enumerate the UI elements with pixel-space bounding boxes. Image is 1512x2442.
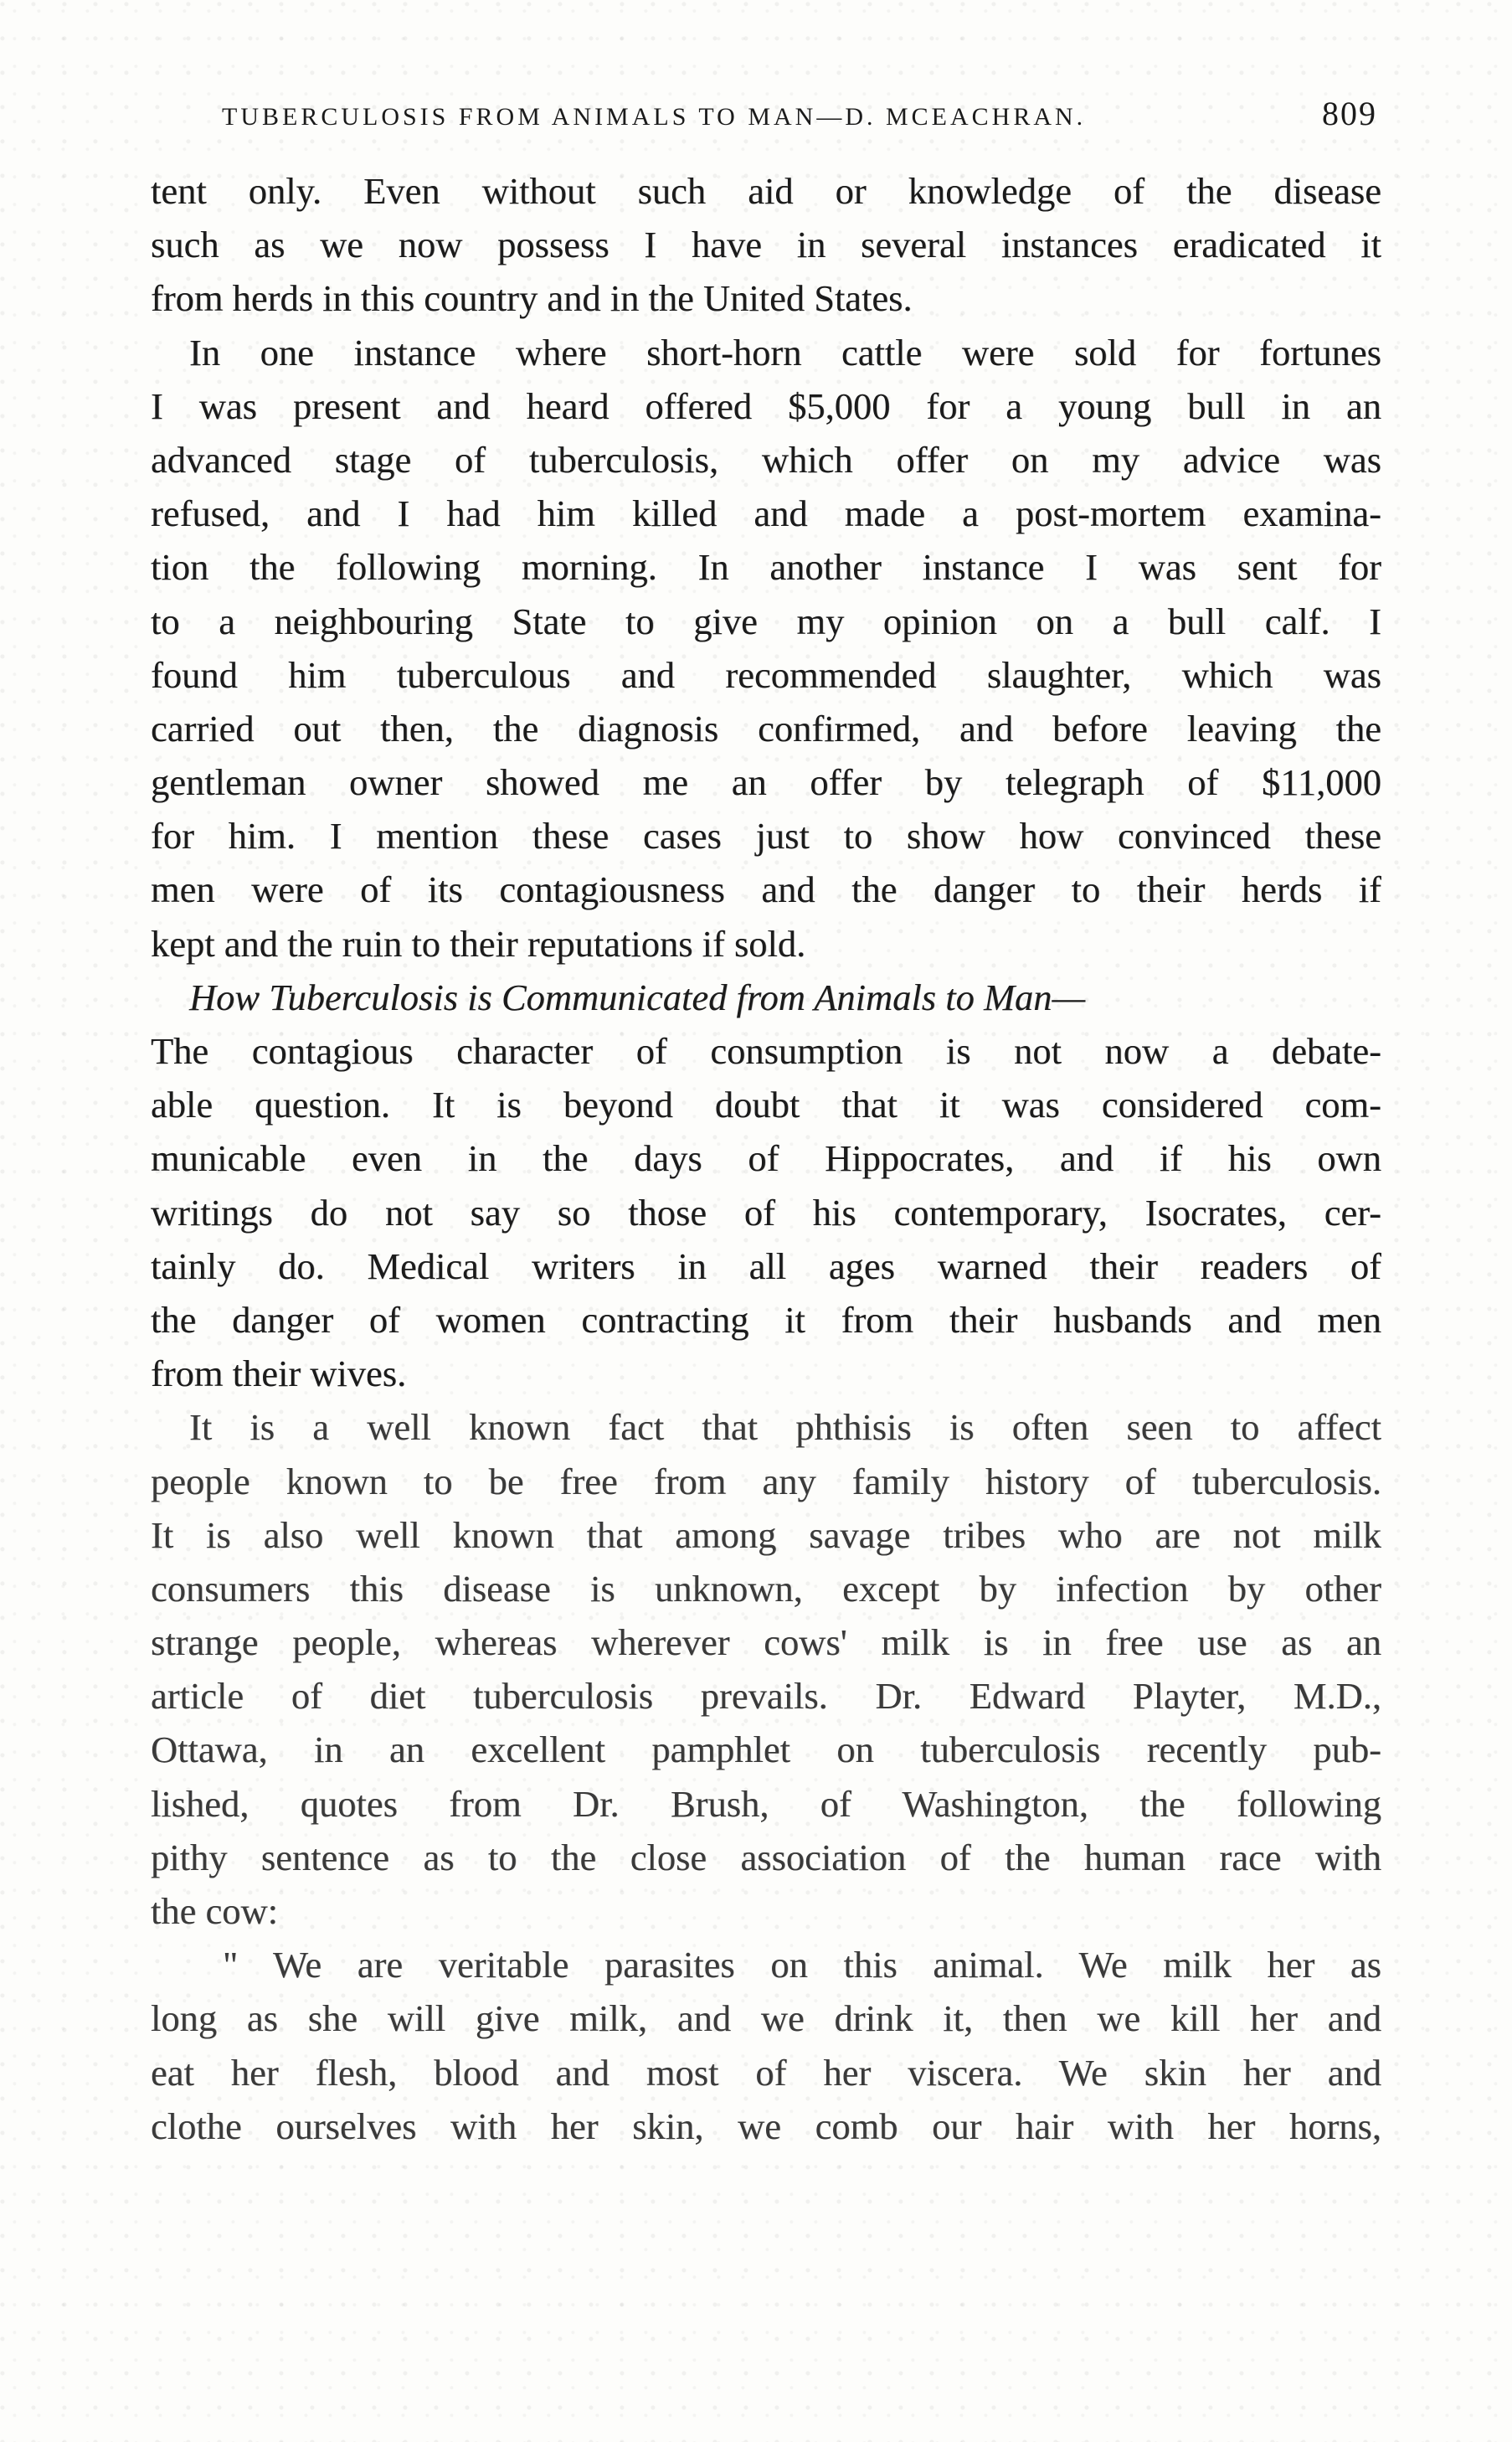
- text-line: tent only. Even without such aid or knowledge of the disease: [151, 170, 1381, 212]
- page-header: [222, 94, 1377, 144]
- text-line: the danger of women contracting it from their husbands and men: [151, 1298, 1381, 1341]
- text-line: from herds in this country and in the United States.: [151, 277, 913, 320]
- text-line: It is also well known that among savage tribes who are not milk: [151, 1513, 1381, 1556]
- text-line: the cow:: [151, 1890, 278, 1932]
- text-line: tion the following morning. In another instance I was sent for: [151, 546, 1381, 589]
- quote-line: clothe ourselves with her skin, we comb our hair with her horns,: [151, 2105, 1381, 2147]
- page-number: 809: [1322, 95, 1377, 132]
- text-line: pithy sentence as to the close association of the human race with: [151, 1836, 1381, 1878]
- text-line: consumers this disease is unknown, except by infection by other: [151, 1567, 1381, 1610]
- text-line: advanced stage of tuberculosis, which offer on my advice was: [151, 438, 1381, 481]
- text-line: for him. I mention these cases just to show how convinced these: [151, 815, 1381, 858]
- running-head: TUBERCULOSIS FROM ANIMALS TO MAN—D. MCEACHRAN.: [222, 103, 1087, 131]
- text-line: to a neighbouring State to give my opinion on a bull calf. I: [151, 600, 1381, 642]
- text-line: tainly do. Medical writers in all ages warned their readers of: [151, 1244, 1381, 1287]
- quote-line: " We are veritable parasites on this animal. We milk her as: [223, 1944, 1381, 1986]
- quote-line: eat her flesh, blood and most of her viscera. We skin her and: [151, 2051, 1381, 2094]
- text-line: kept and the ruin to their reputations if sold.: [151, 922, 806, 965]
- quote-line: long as she will give milk, and we drink it, then we kill her and: [151, 1997, 1381, 2040]
- text-line: The contagious character of consumption is not now a debate-: [151, 1030, 1381, 1072]
- text-line: lished, quotes from Dr. Brush, of Washington, the following: [151, 1782, 1381, 1825]
- text-line: such as we now possess I have in several instances eradicated it: [151, 224, 1381, 266]
- text-line: municable even in the days of Hippocrates, and if his own: [151, 1137, 1381, 1180]
- text-line: I was present and heard offered $5,000 for a young bull in an: [151, 384, 1381, 427]
- text-line: It is a well known fact that phthisis is often seen to affect: [189, 1406, 1381, 1449]
- text-line: strange people, whereas wherever cows' milk is in free use as an: [151, 1621, 1381, 1664]
- text-line: In one instance where short-horn cattle were sold for fortunes: [189, 331, 1381, 374]
- text-line: from their wives.: [151, 1352, 407, 1395]
- text-line: refused, and I had him killed and made a post-mortem examina-: [151, 492, 1381, 535]
- text-line: writings do not say so those of his contemporary, Isocrates, cer-: [151, 1191, 1381, 1234]
- text-line: carried out then, the diagnosis confirmed, and before leaving the: [151, 707, 1381, 750]
- text-line: Ottawa, in an excellent pamphlet on tuberculosis recently pub-: [151, 1728, 1381, 1771]
- body-text: [151, 164, 1381, 2153]
- text-line: gentleman owner showed me an offer by telegraph of $11,000: [151, 761, 1381, 804]
- text-line: able question. It is beyond doubt that it was considered com-: [151, 1084, 1381, 1126]
- text-line: people known to be free from any family history of tuberculosis.: [151, 1460, 1381, 1502]
- text-line: article of diet tuberculosis prevails. Dr. Edward Playter, M.D.,: [151, 1675, 1381, 1718]
- section-heading: How Tuberculosis is Communicated from Animals to Man—: [189, 976, 1086, 1018]
- text-line: found him tuberculous and recommended slaughter, which was: [151, 653, 1381, 696]
- text-line: men were of its contagiousness and the danger to their herds if: [151, 868, 1381, 911]
